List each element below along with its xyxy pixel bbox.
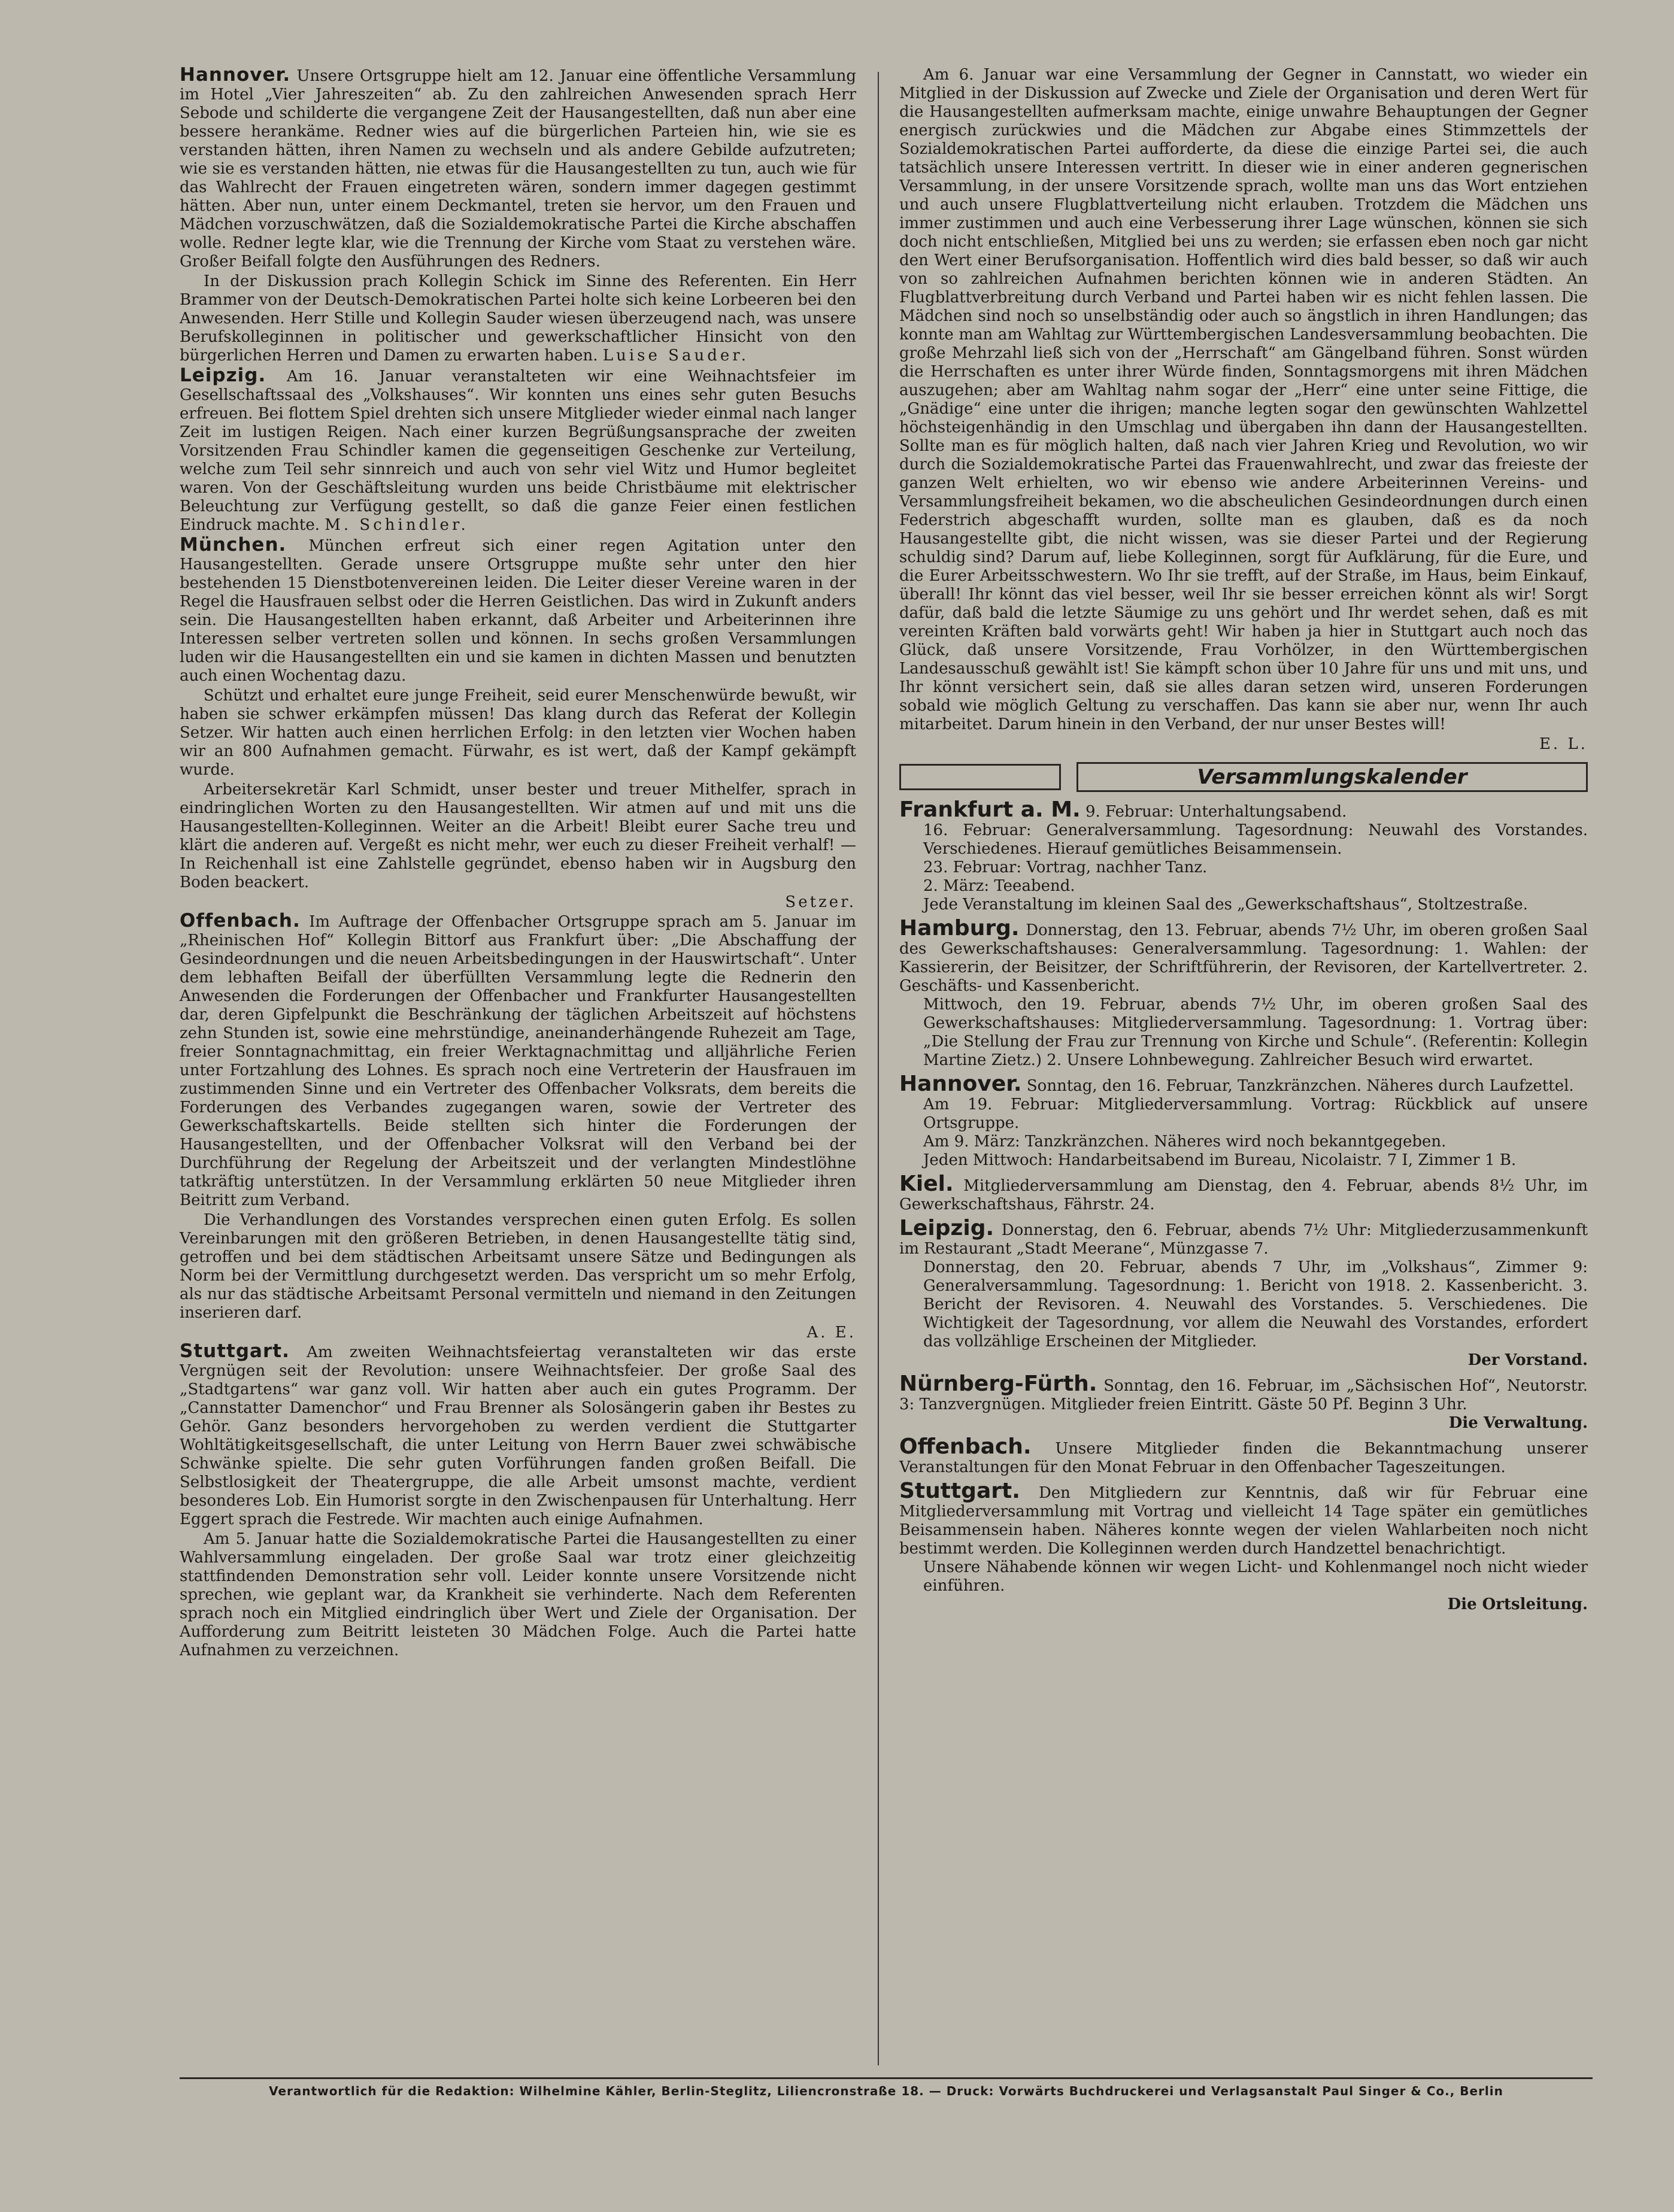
signature: M. Schindler. xyxy=(325,516,469,534)
signature: Die Ortsleitung. xyxy=(1447,1595,1588,1613)
event-frankfurt xyxy=(899,797,1588,914)
event-city: Stuttgart. xyxy=(899,1479,1020,1503)
paragraph: Am 16. Januar veranstalteten wir eine Weihnachtsfeier im Gesellschaftssaal des „Volkshauses“. Wir konnten uns eines sehr guten Besuchs erfreuen. Bei flottem Spiel drehten sich unsere Mitglieder wieder einmal nach langer Zeit im lustigen Reigen. Nach einer kurzen Begrüßungsansprache der zweiten Vorsitzenden Frau Schindler kamen die gegenseitigen Geschenke zur Verteilung, welche zum Teil sehr sinnreich und auch von sehr viel Witz und Humor begleitet waren. Von der Geschäftsleitung wurden uns beide Christbäume mit elektrischer Beleuchtung zur Verfügung gestellt, so daß die ganze Feier einen festlichen Eindruck machte. xyxy=(180,368,857,534)
calendar-title: Versammlungskalender xyxy=(1076,762,1588,792)
ornament-box xyxy=(899,764,1061,790)
report-hannover xyxy=(180,66,856,365)
event-line: Den Mitgliedern zur Kenntnis, daß wir für Februar eine Mitgliederversammlung mit Vortrag und vielleicht 14 Tage später ein gemütliches Beisammensein haben. Näheres konnte wegen der vielen Wahlarbeiten noch nicht bestimmt werden. Die Kolleginnen werden durch Handzettel benachrichtigt. xyxy=(899,1484,1588,1558)
paragraph: München erfreut sich einer regen Agitation unter den Hausangestellten. Gerade unsere Ortsgruppe mußte sehr unter den hier bestehenden 15 Dienstbotenvereinen leiden. Die Leiter dieser Vereine waren in der Regel die Hausfrauen selbst oder die Herren Geistlichen. Das wird in Zukunft anders sein. Die Hausangestellten haben erkannt, daß Arbeiter und Arbeiterinnen ihre Interessen selber vertreten sollen und können. In sechs großen Versammlungen luden wir die Hausangestellten ein und sie kamen in dichten Massen und benutzten auch einen Wochentag dazu. xyxy=(180,537,856,685)
event-hannover xyxy=(899,1072,1588,1170)
event-city: Frankfurt a. M. xyxy=(899,797,1081,822)
event-line: Unsere Mitglieder finden die Bekanntmachung unserer Veranstaltungen für den Monat Februar in den Offenbacher Tageszeitungen. xyxy=(899,1440,1588,1476)
city-heading: Offenbach. xyxy=(180,910,301,931)
event-line: Sonntag, den 16. Februar, im „Sächsischen Hof“, Neutorstr. 3: Tanzvergnügen. Mitglieder freien Eintritt. Gäste 50 Pf. Beginn 3 Uhr. xyxy=(899,1377,1588,1413)
imprint-footer: Verantwortlich für die Redaktion: Wilhelmine Kähler, Berlin-Steglitz, Liliencronstraße 18. — Druck: Vorwärts Buchdruckerei und Verlagsanstalt Paul Singer & Co., Berlin xyxy=(180,2077,1593,2098)
paragraph: Schützt und erhaltet eure junge Freiheit, seid eurer Menschenwürde bewußt, wir haben sie schwer erkämpfen müssen! Das klang durch das Referat der Kollegin Setzer. Wir hatten auch einen herrlichen Erfolg: in den letzten vier Wochen haben wir an 800 Aufnahmen gemacht. Fürwahr, es ist wert, daß der Kampf gekämpft wurde. xyxy=(180,687,856,779)
event-line: 9. Februar: Unterhaltungsabend. xyxy=(1085,803,1347,821)
event-city: Hamburg. xyxy=(899,916,1020,940)
event-line: Am 19. Februar: Mitgliederversammlung. Vortrag: Rückblick auf unsere Ortsgruppe. xyxy=(923,1096,1588,1132)
event-line: Donnerstag, den 13. Februar, abends 7½ Uhr, im oberen großen Saal des Gewerkschaftshauses: Generalversammlung. Tagesordnung: 1. Wahlen: der Kassiererin, der Beisitzer, der Schriftführerin, der Revisoren, der Kartellvertreter. 2. Geschäfts- und Kassenbericht. xyxy=(899,921,1588,995)
signature: E. L. xyxy=(1539,735,1588,753)
city-heading: Leipzig. xyxy=(180,365,266,386)
report-leipzig xyxy=(180,366,856,535)
paragraph: Im Auftrage der Offenbacher Ortsgruppe sprach am 5. Januar im „Rheinischen Hof“ Kollegin Bittorf aus Frankfurt über: „Die Abschaffung der Gesindeordnungen und die neuen Arbeitsbedingungen in der Hauswirtschaft“. Unter dem lebhaften Beifall der überfüllten Versammlung legte die Rednerin den Anwesenden die Forderungen der Offenbacher und Frankfurter Hausangestellten dar, deren Gipfelpunkt die Beschränkung der täglichen Arbeitszeit auf höchstens zehn Stunden ist, sowie eine mehrstündige, aneinanderhängende Ruhezeit am Tage, freier Sonntagnachmittag, ein freier Werktagnachmittag und alljährliche Ferien unter Fortzahlung des Lohnes. Es sprach noch eine Vertreterin der Hausfrauen im zustimmenden Sinne und ein Vertreter des Offenbacher Volksrats, dem bereits die Forderungen des Verbandes zugegangen waren, sowie der Vertreter des Gewerkschaftskartells. Beide stellten sich hinter die Forderungen der Hausangestellten, und der Offenbacher Volksrat will den Verband bei der Durchführung der Regelung der Arbeitszeit und der verlangten Mindestlöhne tatkräftig unterstützen. In der Versammlung erklärten 50 neue Mitglieder ihren Beitritt zum Verband. xyxy=(180,913,856,1209)
event-line: 23. Februar: Vortrag, nachher Tanz. xyxy=(923,858,1208,876)
event-kiel xyxy=(899,1172,1588,1214)
calendar-header xyxy=(899,762,1588,792)
paragraph: In der Diskussion prach Kollegin Schick im Sinne des Referenten. Ein Herr Brammer von der Deutsch-Demokratischen Partei holte sich keine Lorbeeren bei den Anwesenden. Herr Stille und Kollegin Sauder wiesen überzeugend nach, was unsere Berufskolleginnen in politischer und gewerkschaftlicher Hinsicht von den bürgerlichen Herren und Damen zu erwarten haben. Luise Sauder. xyxy=(180,272,856,365)
signature: Luise Sauder. xyxy=(602,347,750,365)
event-line: Mitgliederversammlung am Dienstag, den 4. Februar, abends 8½ Uhr, im Gewerkschaftshaus, Fährstr. 24. xyxy=(899,1177,1588,1213)
event-line: Unsere Nähabende können wir wegen Licht- und Kohlenmangel noch nicht wieder einführen. xyxy=(923,1558,1588,1595)
signature: Setzer. xyxy=(785,893,856,911)
report-muenchen xyxy=(180,536,856,912)
event-line: Jeden Mittwoch: Handarbeitsabend im Bureau, Nicolaistr. 7 I, Zimmer 1 B. xyxy=(923,1151,1517,1169)
report-stuttgart-continued xyxy=(899,66,1588,754)
paragraph: Am zweiten Weihnachtsfeiertag veranstalteten wir das erste Vergnügen seit der Revolution: unsere Weihnachtsfeier. Der große Saal des „Stadtgartens“ war ganz voll. Wir hatten aber auch ein gutes Programm. Der „Cannstatter Damenchor“ und Frau Brenner als Solosängerin gaben ihr Bestes zu Gehör. Ganz besonders hervorgehoben zu werden verdient die Stuttgarter Wohltätigkeitsgesellschaft, die unter Leitung von Herrn Bauer zwei schwäbische Schwänke spielte. Die sehr guten Vorführungen fanden großen Beifall. Die Selbstlosigkeit der Theatergruppe, die alle Arbeit umsonst machte, verdient besonderes Lob. Ein Humorist sorgte in den Zwischenpausen für Unterhaltung. Herr Eggert sprach die Festrede. Wir machten auch einige Aufnahmen. xyxy=(180,1343,857,1528)
event-line: Donnerstag, den 6. Februar, abends 7½ Uhr: Mitgliederzusammenkunft im Restaurant „Stadt Meerane“, Münzgasse 7. xyxy=(899,1221,1588,1258)
event-city: Kiel. xyxy=(899,1172,954,1196)
event-line: Sonntag, den 16. Februar, Tanzkränzchen. Näheres durch Laufzettel. xyxy=(1026,1077,1574,1095)
event-city: Nürnberg-Fürth. xyxy=(899,1371,1097,1396)
right-column xyxy=(899,66,1588,1619)
signature: Die Verwaltung. xyxy=(1448,1414,1588,1432)
signature: Der Vorstand. xyxy=(1467,1351,1588,1369)
report-stuttgart xyxy=(180,1342,856,1660)
event-line: 16. Februar: Generalversammlung. Tagesordnung: Neuwahl des Vorstandes. Verschiedenes. Hierauf gemütliches Beisammensein. xyxy=(923,821,1588,858)
paragraph: Am 5. Januar hatte die Sozialdemokratische Partei die Hausangestellten zu einer Wahlversammlung eingeladen. Der große Saal war trotz einer gleichzeitig stattfindenden Demonstration sehr voll. Leider konnte unsere Vorsitzende nicht sprechen, wie geplant war, da Krankheit sie verhinderte. Nach dem Referenten sprach noch ein Mitglied eindringlich über Wert und Ziele der Organisation. Der Aufforderung zum Beitritt leisteten 30 Mädchen Folge. Auch die Partei hatte Aufnahmen zu verzeichnen. xyxy=(180,1530,856,1659)
event-line: Mittwoch, den 19. Februar, abends 7½ Uhr, im oberen großen Saal des Gewerkschaftshauses: Mitgliederversammlung. Tagesordnung: 1. Vortrag über: „Die Stellung der Frau zur Trennung von Kirche und Schule“. (Referentin: Kollegin Martine Zietz.) 2. Unsere Lohnbewegung. Zahlreicher Besuch wird erwartet. xyxy=(923,996,1588,1069)
column-divider xyxy=(878,72,879,2065)
event-city: Leipzig. xyxy=(899,1216,994,1240)
paragraph: Arbeitersekretär Karl Schmidt, unser bester und treuer Mithelfer, sprach in eindringlichen Worten zu den Hausangestellten. Wir atmen auf und mit uns die Hausangestellten-Kolleginnen. Weiter an die Arbeit! Bleibt eurer Sache treu und klärt die anderen auf. Vergeßt es nicht mehr, wer euch zu dieser Freiheit verhalf! — In Reichenhall ist eine Zahlstelle gegründet, ebenso haben wir in Augsburg den Boden beackert. xyxy=(180,781,856,891)
event-offenbach xyxy=(899,1434,1588,1477)
paragraph: Am 6. Januar war eine Versammlung der Gegner in Cannstatt, wo wieder ein Mitglied in der Diskussion auf Zwecke und Ziele der Organisation und deren Wert für die Hausangestellten aufmerksam machte, einige unwahre Behauptungen der Gegner energisch zurückwies und die Mädchen zur Abgabe eines Stimmzettels der Sozialdemokratischen Partei aufforderte, da diese die einzige Partei sei, die auch tatsächlich unsere Interessen vertritt. In dieser wie in einer anderen gegnerischen Versammlung, in der unsere Vorsitzende sprach, wollte man uns das Wort entziehen und auch unsere Flugblattverteilung nicht erlauben. Trotzdem die Mädchen uns immer zustimmen und auch eine Verbesserung ihrer Lage wünschen, können sie sich doch nicht entschließen, Mitglied bei uns zu werden; sie erfassen eben noch gar nicht den Wert einer Berufsorganisation. Hoffentlich wird dies bald besser, so daß wir auch von so zahlreichen Aufnahmen berichten können wie in anderen Städten. An Flugblattverbreitung durch Verband und Partei haben wir es nicht fehlen lassen. Die Mädchen sind noch so unselbständig oder auch so ängstlich in ihren Handlungen; das konnte man am Wahltag zur Württembergischen Landesversammlung beobachten. Die große Mehrzahl ließ sich von der „Herrschaft“ am Gängelband führen. Sonst würden die Herrschaften es unter ihrer Würde finden, Sonntagsmorgens mit ihren Mädchen auszugehen; aber am Wahltag nahm sogar der „Herr“ eine unter seine Fittige, die „Gnädige“ eine unter die ihrigen; manche legten sogar den gewünschten Wahlzettel höchsteigenhändig in den Umschlag und übergaben ihn dann der Hausangestellten. Sollte man es für möglich halten, daß nach vier Jahren Krieg und Revolution, wo wir durch die Sozialdemokratische Partei das Frauenwahlrecht, und zwar das freieste der ganzen Welt erhielten, wo wir ebenso wie andere Arbeiterinnen Vereins- und Versammlungsfreiheit bekamen, wo die abscheulichen Gesindeordnungen durch einen Federstrich abgeschafft wurden, sollte man es glauben, daß es da noch Hausangestellte gibt, die nicht wissen, was sie dieser Partei und der Regierung schuldig sind? Darum auf, liebe Kolleginnen, sorgt für Aufklärung, für die Eure, und die Eurer Arbeitsschwestern. Wo Ihr sie trefft, auf der Straße, im Haus, beim Einkauf, überall! Ihr könnt das viel besser, weil Ihr sie besser erreichen könnt als wir! Sorgt dafür, daß bald die letzte Säumige zu uns gehört und Ihr werdet sehen, daß es mit vereinten Kräften bald vorwärts geht! Wir haben ja hier in Stuttgart auch noch das Glück, daß unsere Vorsitzende, Frau Vorhölzer, in den Württembergischen Landesausschuß gewählt ist! Sie kämpft schon über 10 Jahre für uns und mit uns, und Ihr könnt versichert sein, daß sie alles daran setzen wird, unseren Forderungen sobald wie möglich Geltung zu verschaffen. Das kann sie aber nur, wenn Ihr auch mitarbeitet. Darum hinein in den Verband, der nur unser Bestes will! xyxy=(899,66,1588,733)
event-line: Donnerstag, den 20. Februar, abends 7 Uhr, im „Volkshaus“, Zimmer 9: Generalversammlung. Tagesordnung: 1. Bericht von 1918. 2. Kassenbericht. 3. Bericht der Revisoren. 4. Neuwahl des Vorstandes. 5. Verschiedenes. Die Wichtigkeit der Tagesordnung, vor allem die Neuwahl des Vorstandes, erfordert das vollzählige Erscheinen der Mitglieder. xyxy=(923,1258,1588,1351)
signature: A. E. xyxy=(806,1324,856,1342)
city-heading: München. xyxy=(180,534,287,556)
event-line: Am 9. März: Tanzkränzchen. Näheres wird noch bekanntgegeben. xyxy=(923,1133,1446,1151)
event-leipzig xyxy=(899,1216,1588,1370)
event-nuernberg-fuerth xyxy=(899,1371,1588,1433)
event-city: Hannover. xyxy=(899,1072,1022,1096)
paragraph: Die Verhandlungen des Vorstandes versprechen einen guten Erfolg. Es sollen Vereinbarungen mit den größeren Betrieben, in denen Hausangestellte tätig sind, getroffen und bei dem städtischen Arbeitsamt unsere Sätze und Bedingungen als Norm bei der Vermittlung durchgesetzt werden. Das verspricht um so mehr Erfolg, als nur das städtische Arbeitsamt Personal vermitteln und niemand in den Zeitungen inserieren darf. xyxy=(180,1211,856,1322)
city-heading: Stuttgart. xyxy=(180,1340,290,1362)
event-city: Offenbach. xyxy=(899,1434,1032,1459)
paragraph: Unsere Ortsgruppe hielt am 12. Januar eine öffentliche Versammlung im Hotel „Vier Jahreszeiten“ ab. Zu den zahlreichen Anwesenden sprach Herr Sebode und schilderte die vergangene Zeit der Hausangestellten, daß nun aber eine bessere herankäme. Redner wies auf die bürgerlichen Parteien hin, wie sie es verstanden hätten, ihren Namen zu wechseln und als andere Gebilde aufzutreten; wie sie es verstanden hätten, nie etwas für die Hausangestellten zu tun, auch wie für das Wahlrecht der Frauen eingetreten wären, sondern immer dagegen gestimmt hätten. Aber nun, unter einem Deckmantel, treten sie hervor, um den Frauen und Mädchen vorzuschwätzen, daß die Sozialdemokratische Partei die Kirche abschaffen wolle. Redner legte klar, wie die Trennung der Kirche vom Staat zu verstehen wäre. Großer Beifall folgte den Ausführungen des Redners. xyxy=(180,67,857,271)
event-hamburg xyxy=(899,916,1588,1070)
city-heading: Hannover. xyxy=(180,64,291,86)
event-line: Jede Veranstaltung im kleinen Saal des „Gewerkschaftshaus“, Stoltzestraße. xyxy=(923,896,1528,914)
left-column xyxy=(180,66,856,1661)
event-stuttgart xyxy=(899,1479,1588,1614)
report-offenbach xyxy=(180,912,856,1342)
event-line: 2. März: Teeabend. xyxy=(923,877,1075,895)
